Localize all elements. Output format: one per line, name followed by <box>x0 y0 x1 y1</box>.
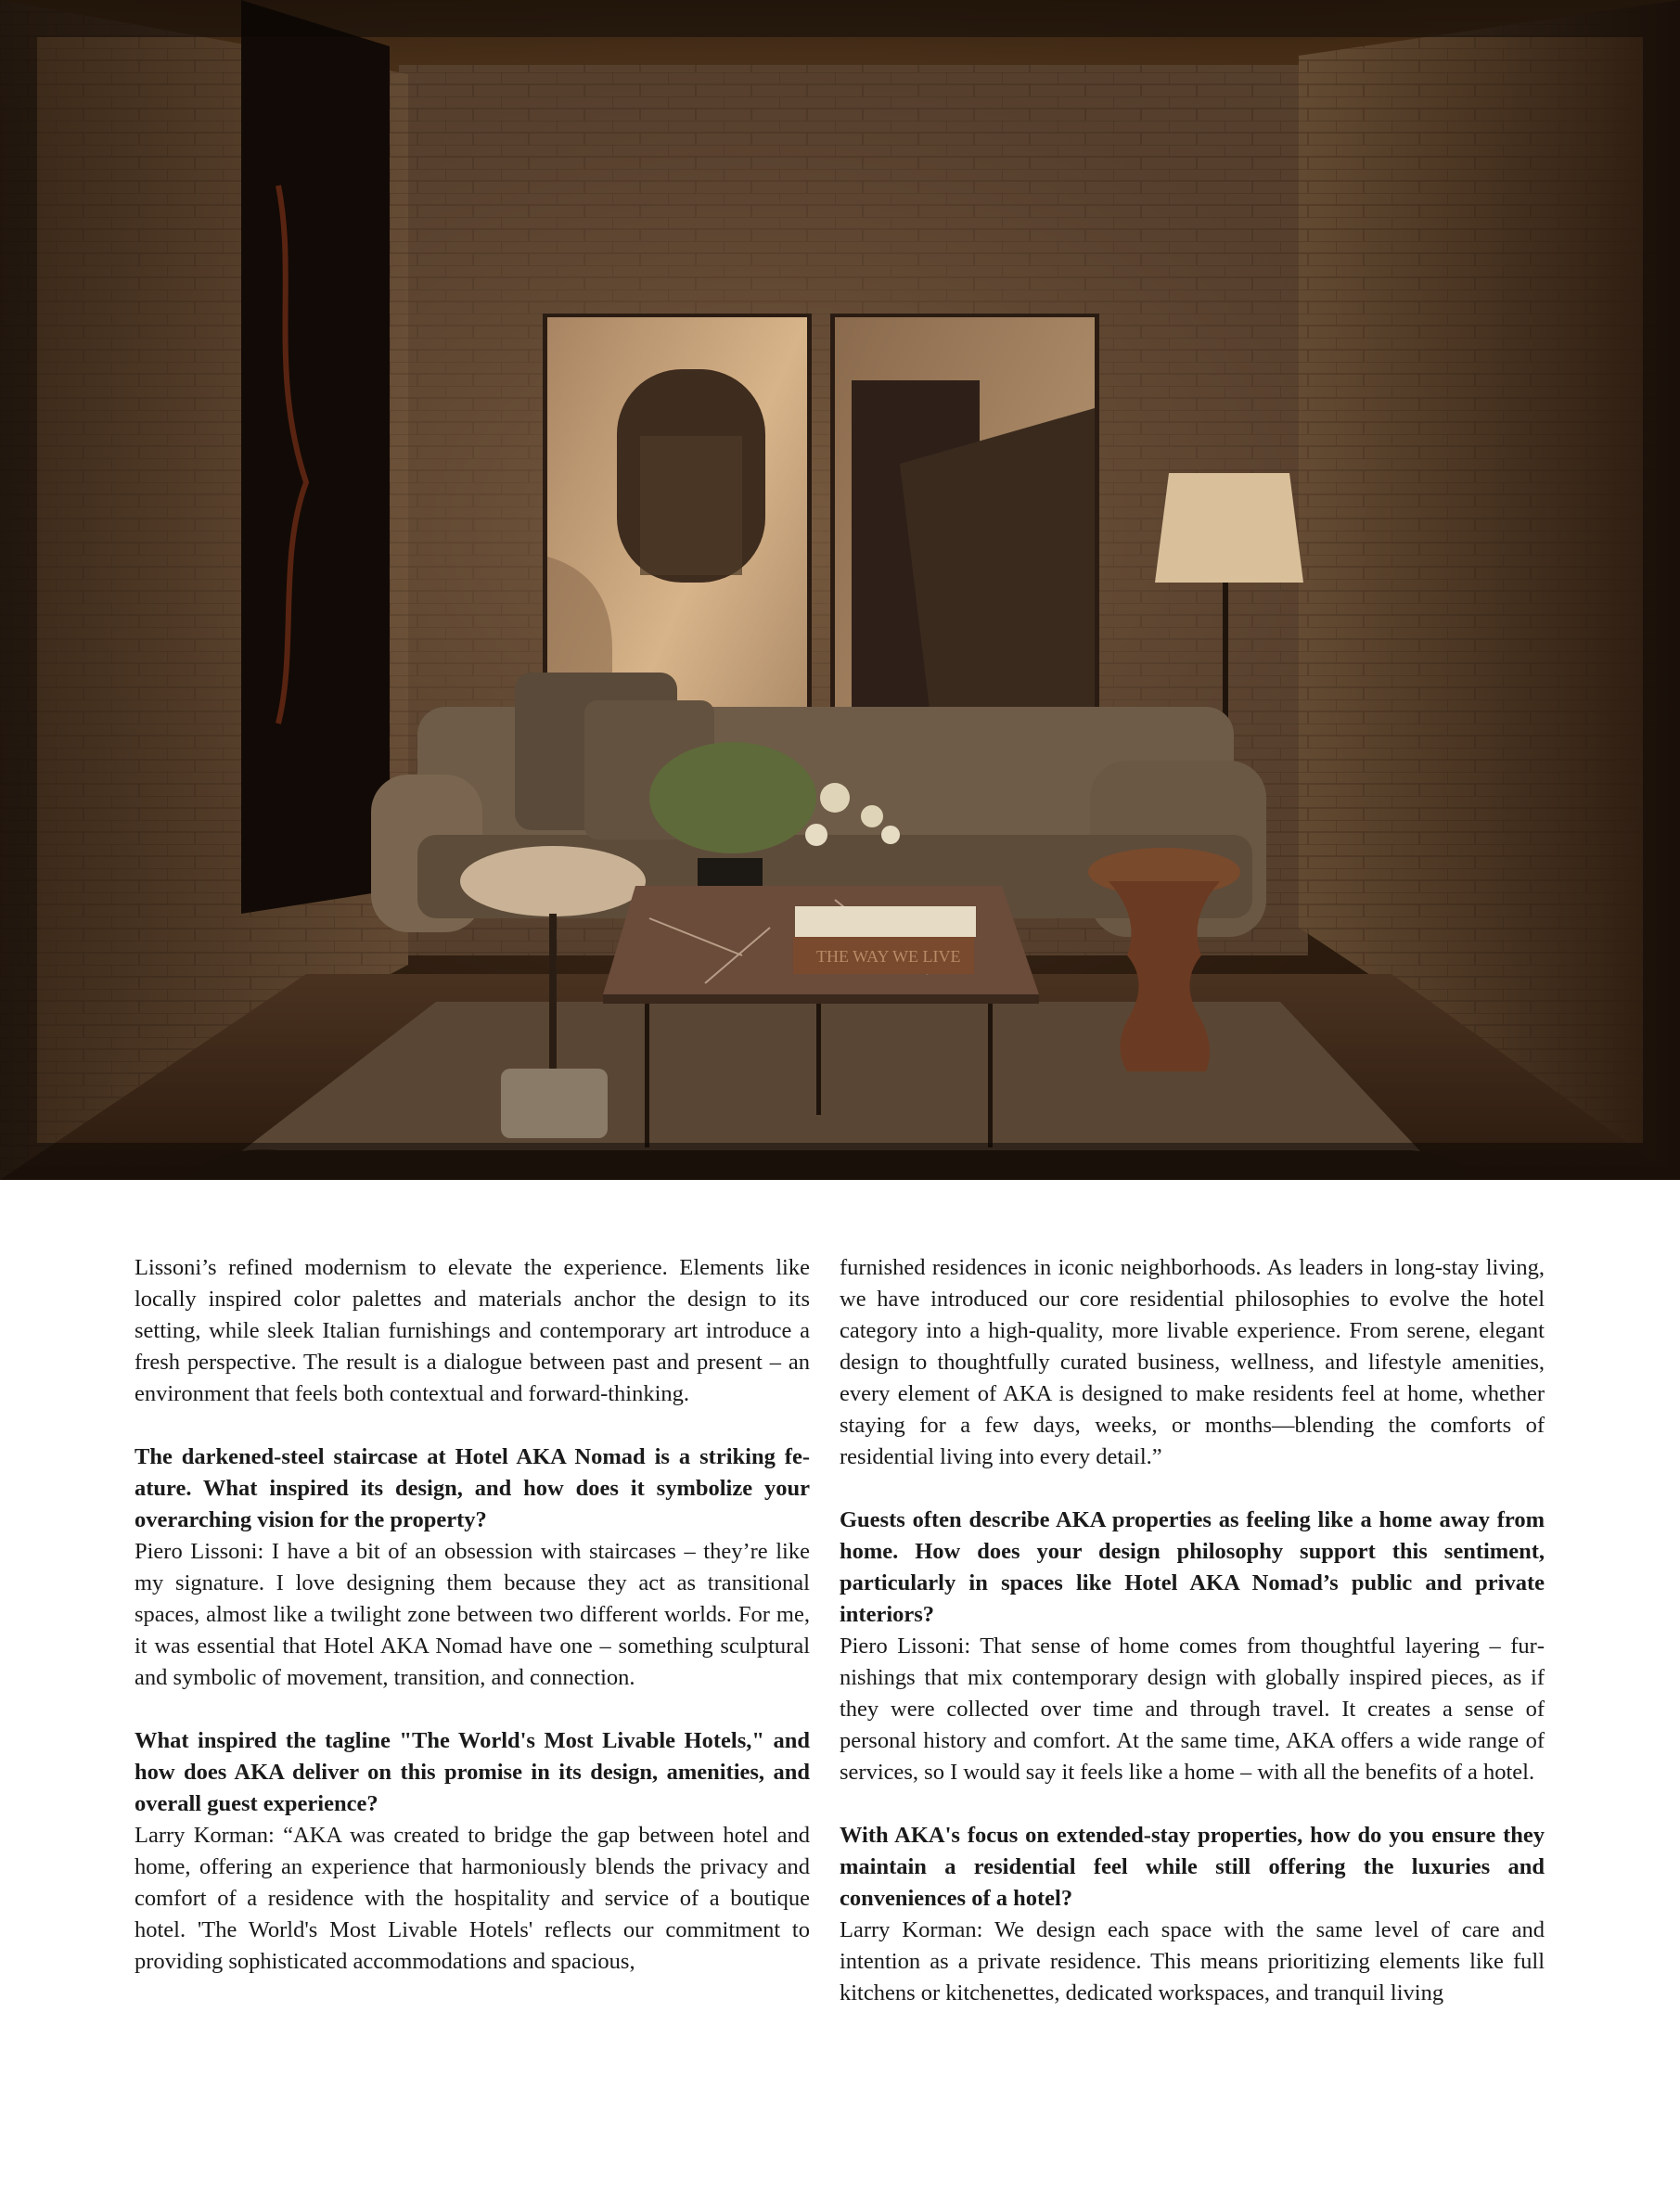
interview-answer: Larry Korman: We design each space with the same level of care and intention as a private residence. This means prioritizing elements like full kitchens or kitchenettes, dedicated workspaces, and tranquil living <box>840 1917 1545 2005</box>
coffee-table-book <box>793 906 976 974</box>
article-column-right <box>840 1252 1545 2009</box>
continued-paragraph: furnished residences in iconic neighborhoods. As leaders in long-stay living, we have introduced our core residential philosophies to evolve the hotel category into a high-quality, more livable experience. From serene, elegant design to thoughtfully curated business, wellness, and lifestyle amenities, every element of AKA is designed to make residents feel at home, whether staying for a few days, weeks, or months—blending the comforts of residential living into every detail.” <box>840 1255 1545 1469</box>
intro-paragraph: Lissoni’s refined modernism to elevate the experience. Elements like locally inspired color palettes and materials anchor the design to its setting, while sleek Italian furnishings and contemporary art introduce a fresh perspective. The result is a dialogue between past and present – an environment that feels both contextual and forward-thinking. <box>135 1255 810 1406</box>
article-column-left <box>135 1252 810 1978</box>
interview-answer: Piero Lissoni: I have a bit of an obsession with staircases – they’re like my signature. I love designing them because they act as transitional spaces, almost like a twilight zone between two different worlds. For me, it was essential that Hotel AKA Nomad have one – something sculptural and symbolic of movement, transition, and connection. <box>135 1539 810 1690</box>
interview-question: Guests often describe AKA properties as feeling like a home away from home. How does your design philosophy support this sentiment, particularly in spaces like Hotel AKA Nomad’s public and private interiors? <box>840 1507 1545 1627</box>
interview-answer: Larry Korman: “AKA was created to bridge the gap between hotel and home, offering an experience that harmoniously blends the privacy and comfort of a residence with the hospitality and service of a boutique hotel. 'The World's Most Livable Hotels' reflects our commitment to providing sophisticated accommodations and spacious, <box>135 1823 810 1974</box>
book-spine-title: THE WAY WE LIVE <box>816 947 961 966</box>
dark-artwork <box>241 0 390 914</box>
interview-question: The darkened-steel staircase at Hotel AKA Nomad is a striking feature. What inspired its design, and how does it symbolize your overarching vision for the property? <box>135 1444 810 1532</box>
interview-question: What inspired the tagline "The World's Most Livable Hotels," and how does AKA deliver on this promise in its design, amenities, and overall guest experience? <box>135 1728 810 1816</box>
interview-answer: Piero Lissoni: That sense of home comes from thoughtful layering – furnishings that mix contemporary design with globally inspired pieces, as if they were collected over time and through travel. It creates a sense of personal history and comfort. At the same time, AKA offers a wide range of services, so I would say it feels like a home – with all the benefits of a hotel. <box>840 1634 1545 1785</box>
interview-question: With AKA's focus on extended-stay properties, how do you ensure they maintain a residential feel while still offering the luxuries and conveniences of a hotel? <box>840 1823 1545 1911</box>
